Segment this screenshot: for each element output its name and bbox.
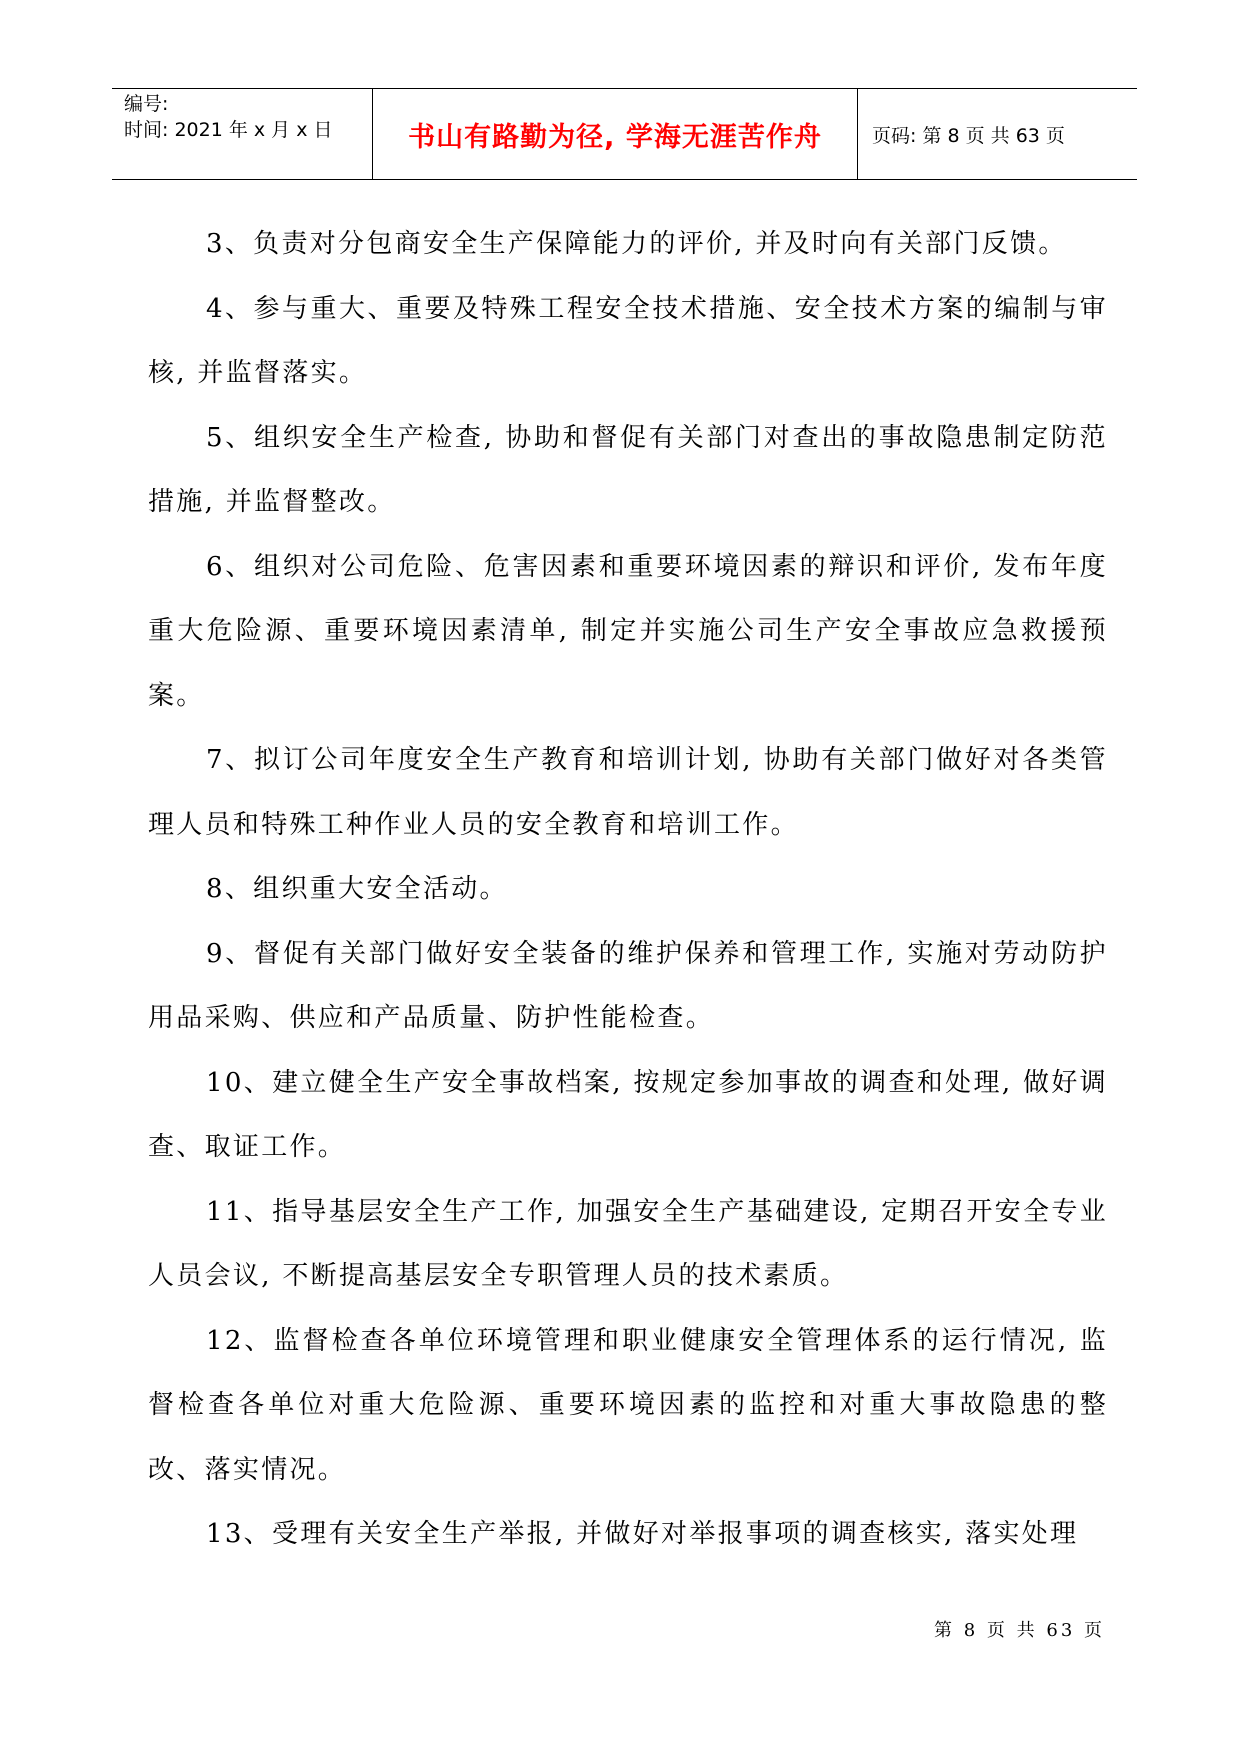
- page-footer: 第 8 页 共 63 页: [934, 1620, 1105, 1641]
- header-motto: 书山有路勤为径, 学海无涯苦作舟: [408, 121, 822, 153]
- header-page-cell: [858, 89, 1137, 179]
- paragraph-item-10: 10、建立健全生产安全事故档案, 按规定参加事故的调查和处理, 做好调查、取证工作。: [148, 1067, 1108, 1162]
- header-meta-cell: [112, 89, 373, 179]
- paragraph-item-11: 11、指导基层安全生产工作, 加强安全生产基础建设, 定期召开安全专业人员会议, 不断提高基层安全专职管理人员的技术素质。: [148, 1196, 1108, 1291]
- document-number-label: 编号:: [124, 93, 169, 115]
- document-date: 时间: 2021 年 x 月 x 日: [124, 119, 333, 141]
- paragraph-item-3: 3、负责对分包商安全生产保障能力的评价, 并及时向有关部门反馈。: [206, 229, 1067, 259]
- paragraph-item-9: 9、督促有关部门做好安全装备的维护保养和管理工作, 实施对劳动防护用品采购、供应和产品质量、防护性能检查。: [148, 938, 1108, 1033]
- document-header: [112, 88, 1137, 180]
- paragraph-item-8: 8、组织重大安全活动。: [206, 874, 508, 904]
- paragraph-item-7: 7、拟订公司年度安全生产教育和培训计划, 协助有关部门做好对各类管理人员和特殊工种作业人员的安全教育和培训工作。: [148, 745, 1108, 840]
- paragraph-item-12: 12、监督检查各单位环境管理和职业健康安全管理体系的运行情况, 监督检查各单位对重大危险源、重要环境因素的监控和对重大事故隐患的整改、落实情况。: [148, 1325, 1108, 1485]
- paragraph-item-13: 13、受理有关安全生产举报, 并做好对举报事项的调查核实, 落实处理: [206, 1519, 1079, 1549]
- paragraph-item-5: 5、组织安全生产检查, 协助和督促有关部门对查出的事故隐患制定防范措施, 并监督整改。: [148, 422, 1108, 517]
- header-motto-cell: [373, 89, 858, 179]
- paragraph-item-4: 4、参与重大、重要及特殊工程安全技术措施、安全技术方案的编制与审核, 并监督落实。: [148, 293, 1108, 388]
- header-page-info: 页码: 第 8 页 共 63 页: [872, 124, 1065, 147]
- paragraph-item-6: 6、组织对公司危险、危害因素和重要环境因素的辩识和评价, 发布年度重大危险源、重要环境因素清单, 制定并实施公司生产安全事故应急救援预案。: [148, 551, 1108, 711]
- document-body: [148, 212, 1108, 1567]
